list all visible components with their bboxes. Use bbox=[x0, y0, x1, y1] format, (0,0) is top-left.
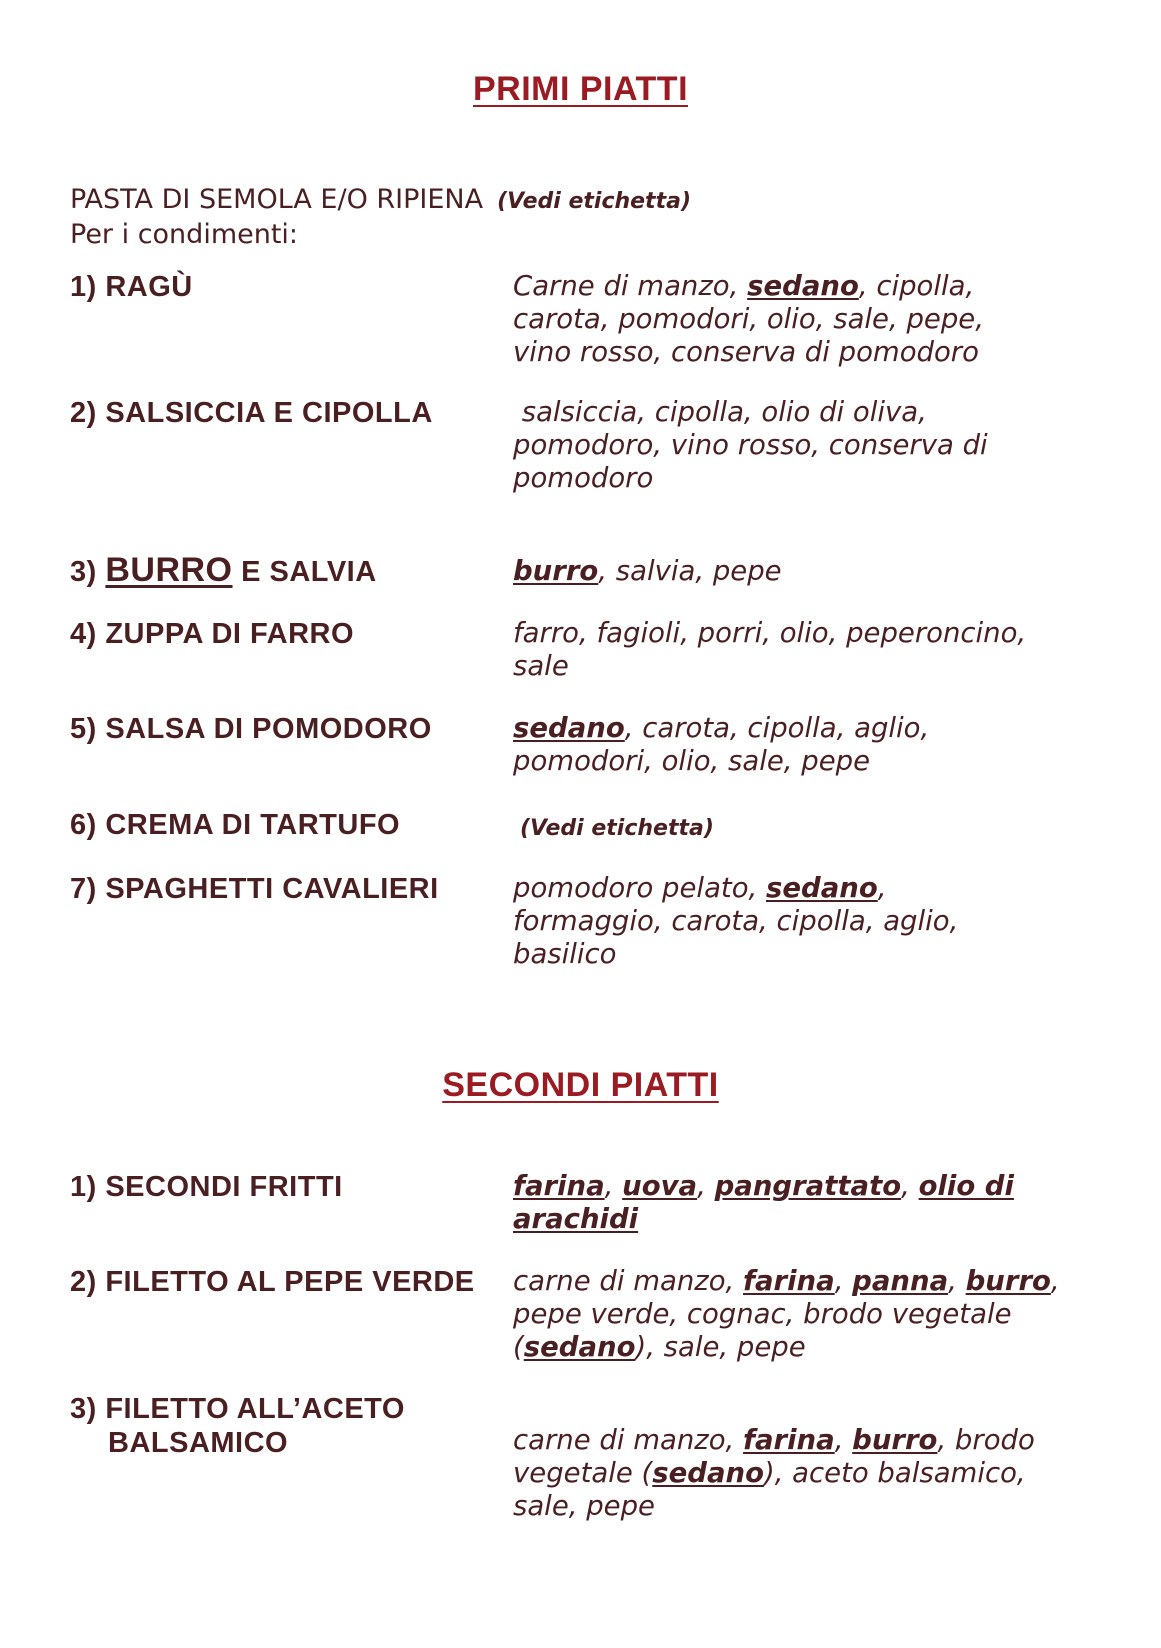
ingredients-burro-salvia bbox=[513, 555, 1093, 588]
allergen-highlight: sedano bbox=[513, 712, 625, 744]
allergen-highlight: burro bbox=[965, 1265, 1051, 1297]
dish-salsiccia-cipolla: 2) SALSICCIA E CIPOLLA bbox=[70, 397, 433, 429]
ingredient-line: farina, uova, pangrattato, olio di bbox=[513, 1170, 1014, 1202]
ingredient-line: pepe verde, cognac, brodo vegetale bbox=[513, 1298, 1012, 1330]
ingredients-filetto-pepe-verde bbox=[513, 1265, 1093, 1364]
allergen-highlight: sedano bbox=[747, 270, 859, 302]
dish-number: 3) bbox=[70, 556, 106, 588]
dish-name-line-2: BALSAMICO bbox=[108, 1427, 289, 1459]
allergen-highlight: sedano bbox=[652, 1457, 764, 1489]
ingredients-salsa-pomodoro bbox=[513, 712, 1093, 778]
allergen-highlight: farina bbox=[743, 1265, 835, 1297]
dish-filetto-pepe-verde: 2) FILETTO AL PEPE VERDE bbox=[70, 1266, 475, 1298]
ingredient-line: salsiccia, cipolla, olio di oliva, bbox=[513, 396, 927, 428]
ingredient-line: (sedano), sale, pepe bbox=[513, 1331, 806, 1363]
intro-text: PASTA DI SEMOLA E/O RIPIENA bbox=[70, 184, 484, 215]
intro-note: (Vedi etichetta) bbox=[497, 189, 691, 214]
ingredient-line: formaggio, carota, cipolla, aglio, bbox=[513, 905, 959, 937]
dish-name-rest: E SALVIA bbox=[232, 556, 377, 588]
allergen-highlight: sedano bbox=[523, 1331, 636, 1363]
ingredient-line: carota, pomodori, olio, sale, pepe, bbox=[513, 303, 984, 335]
dish-ragu: 1) RAGÙ bbox=[70, 271, 193, 303]
allergen-highlight: sedano bbox=[766, 872, 878, 904]
dish-spaghetti-cavalieri: 7) SPAGHETTI CAVALIERI bbox=[70, 873, 439, 905]
ingredients-filetto-aceto-balsamico bbox=[513, 1424, 1093, 1523]
ingredient-line: farro, fagioli, porri, olio, peperoncino, bbox=[513, 617, 1027, 649]
ingredient-line: carne di manzo, farina, panna, burro, bbox=[513, 1265, 1060, 1297]
crema-tartufo-note bbox=[520, 810, 1100, 845]
ingredients-salsiccia-cipolla bbox=[513, 396, 1093, 495]
ingredient-line: basilico bbox=[513, 938, 617, 970]
ingredient-line bbox=[513, 1203, 1093, 1236]
dish-zuppa-farro: 4) ZUPPA DI FARRO bbox=[70, 618, 355, 650]
allergen-highlight: burro bbox=[513, 555, 599, 587]
allergen-highlight: arachidi bbox=[513, 1203, 639, 1235]
ingredient-line: sale bbox=[513, 650, 569, 682]
ingredients-spaghetti-cavalieri bbox=[513, 872, 1093, 971]
primi-title: PRIMI PIATTI bbox=[472, 70, 689, 108]
ingredient-line: pomodoro bbox=[513, 462, 654, 494]
ingredient-line: pomodoro pelato, sedano, bbox=[513, 872, 887, 904]
ingredient-line: carne di manzo, farina, burro, brodo bbox=[513, 1424, 1035, 1456]
ingredient-line: sedano, carota, cipolla, aglio, bbox=[513, 712, 930, 744]
intro-line-1 bbox=[70, 183, 691, 218]
allergen-highlight: panna bbox=[852, 1265, 949, 1297]
allergen-highlight: burro bbox=[852, 1424, 938, 1456]
secondi-title: SECONDI PIATTI bbox=[442, 1066, 719, 1104]
ingredients-secondi-fritti bbox=[513, 1170, 1093, 1236]
ingredient-line: burro, salvia, pepe bbox=[513, 555, 782, 587]
ingredient-line: pomodori, olio, sale, pepe bbox=[513, 745, 870, 777]
allergen-highlight: farina bbox=[743, 1424, 835, 1456]
allergen-highlight: pangrattato bbox=[714, 1170, 902, 1202]
ingredient-line: vegetale (sedano), aceto balsamico, bbox=[513, 1457, 1026, 1489]
ingredient-line: sale, pepe bbox=[513, 1490, 655, 1522]
allergen-burro: BURRO bbox=[105, 551, 233, 589]
dish-crema-tartufo: 6) CREMA DI TARTUFO bbox=[70, 809, 401, 841]
dish-burro-salvia bbox=[70, 553, 377, 589]
ingredient-line: Carne di manzo, sedano, cipolla, bbox=[513, 270, 975, 302]
ingredients-ragu bbox=[513, 270, 1093, 369]
allergen-highlight: uova bbox=[622, 1170, 698, 1202]
dish-salsa-pomodoro: 5) SALSA DI POMODORO bbox=[70, 713, 432, 745]
ingredient-line: pomodoro, vino rosso, conserva di bbox=[513, 429, 988, 461]
dish-name-line-1: 3) FILETTO ALL’ACETO bbox=[70, 1393, 405, 1425]
dish-secondi-fritti: 1) SECONDI FRITTI bbox=[70, 1171, 343, 1203]
dish-filetto-aceto-balsamico bbox=[70, 1392, 405, 1460]
allergen-highlight: farina bbox=[513, 1170, 605, 1202]
ingredients-zuppa-farro bbox=[513, 617, 1093, 683]
pasta-intro bbox=[70, 183, 691, 251]
ingredient-line: vino rosso, conserva di pomodoro bbox=[513, 336, 979, 368]
vedi-etichetta-note: (Vedi etichetta) bbox=[520, 816, 714, 841]
intro-line-2: Per i condimenti: bbox=[70, 219, 299, 250]
allergen-highlight: olio di bbox=[918, 1170, 1014, 1202]
